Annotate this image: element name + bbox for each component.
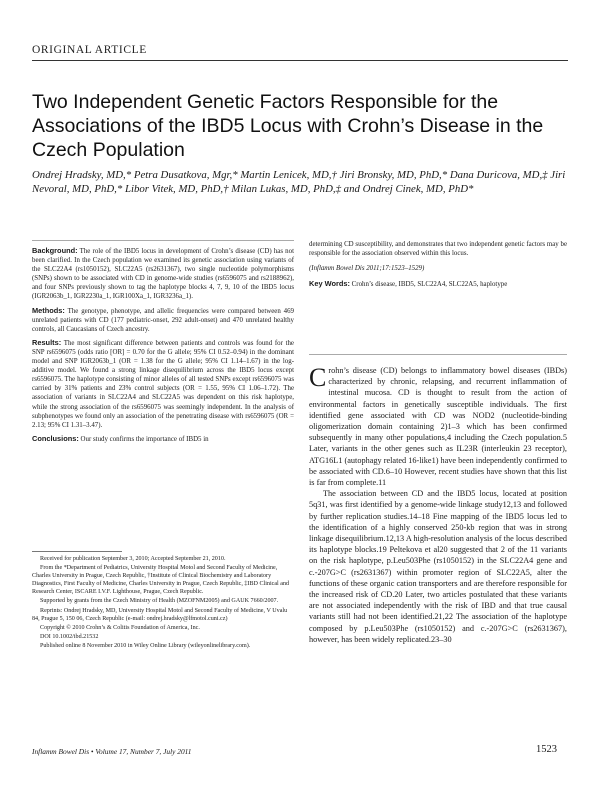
results-text: The most significant difference between patients and controls was found for the SNP rs6596075 (odds ratio [OR] = 0.70 for the G allele; 95% CI 0.52–0.94) in the dominant model and SNP IGR2063b_1 (OR = 1.38 for the G allele; 95% CI 1.14–1.67) in the log-additive model. We found a strong linkage disequilibrium across the IBD5 locus except rs6596075. The haplotype consisting of minor alleles of all tested SNPs except rs6596075 was carried by 31% patients and 23% control subjects (OR = 1.55, 95% CI 1.06–1.72). The association of variants in SLC22A4 and SLC22A5 was dependent on this risk haplotype, while the strong association of the rs6596075 was seemingly independent. In the analysis of subphenotypes we found only an association of the penetrating disease with rs6596075 (OR = 2.13; 95% CI 1.31–3.47). <box>32 339 294 429</box>
article-title: Two Independent Genetic Factors Responsible for the Associations of the IBD5 Locus with Crohn’s Disease in the Czech Population <box>32 91 544 161</box>
methods-label: Methods: <box>32 305 65 315</box>
footer-journal-info: Inflamm Bowel Dis • Volume 17, Number 7, July 2011 <box>32 747 192 756</box>
body-paragraph-2: The association between CD and the IBD5 locus, located at position 5q31, was first identified by a genome-wide linkage study12,13 and followed by further replication studies.14–18 Fine mapping of the IBD5 locus led to the identification of a highly conserved 250-kb region that was in strong linkage disequilibrium.12,13 A high-resolution analysis of the locus described its haplotype blocks.19 Peltekova et al20 suggested that 2 of the 11 variants on the risk haplotype, p.Leu503Phe (rs1050152) in the SLC22A4 gene and c.-207G>C (rs2631367) within promoter region of SLC22A5, alter the functions of these organic cation transporters and are therefore responsible for the increased risk of CD.20 Later, two articles postulated that these variants are not associated independently with the risk of IBD and that true causal variants still had not been identified.21,22 The association of the haplotype composed by p.Leu503Phe (rs1050152) and c.-207G>C (rs2631367), however, has been widely replicated.23–30 <box>309 489 567 644</box>
page-number: 1523 <box>536 744 557 755</box>
body-paragraph-1 <box>309 365 567 488</box>
abstract-results <box>32 338 294 430</box>
abstract-methods <box>32 306 294 334</box>
footnote-affiliations: From the *Department of Pediatrics, University Hospital Motol and Second Faculty of Medicine, Charles University in Prague, Czech Republic, †Institute of Clinical Biochemistry and Laboratory Diagnostics, First Faculty of Medicine, Charles University in Prague, Czech Republic, ‡IBD Clinical and Research Center, ISCARE I.V.F. Lighthouse, Prague, Czech Republic. <box>32 565 290 596</box>
keywords-label: Key Words: <box>309 279 350 289</box>
footnote-published: Published online 8 November 2010 in Wiley Online Library (wileyonlinelibrary.com). <box>40 642 251 649</box>
journal-citation: (Inflamm Bowel Dis 2011;17:1523–1529) <box>309 265 425 273</box>
section-label: ORIGINAL ARTICLE <box>32 44 147 56</box>
conclusions-continued: determining CD susceptibility, and demonstrates that two independent genetic factors may be responsible for the association observed within this locus. <box>309 241 567 258</box>
abstract-bottom-rule <box>309 354 567 355</box>
background-label: Background: <box>32 246 78 255</box>
footnotes <box>32 555 294 651</box>
abstract-conclusions <box>32 434 294 444</box>
body-text <box>309 365 567 645</box>
abstract-left-column <box>32 246 294 448</box>
drop-cap: C <box>309 363 327 392</box>
section-divider <box>32 60 568 61</box>
background-text: The role of the IBD5 locus in development of Crohn’s disease (CD) has not been clarified. In the Czech population we examined its genetic association using variants of the SLC22A4 (rs1050152), SLC22A5 (rs2631367), two single nucleotide polymorphisms (SNPs) shown to be associated with CD in genome-wide studies (rs6596075 and rs2188962), and four SNPs previously shown to tag the haplotype blocks 4, 7, 9, 10 of the IBD5 locus (IGR2063b_1, IGR2230a_1, IGR100Xa_1, IGR3236a_1). <box>32 248 294 301</box>
abstract-right-column <box>309 240 567 295</box>
abstract-top-rule <box>32 240 294 241</box>
footnote-reprints: Reprints: Ondrej Hradsky, MD, University Hospital Motol and Second Faculty of Medicine, V Uvalu 84, Prague 5, 150 06, Czech Republic (e-mail: ondrej.hradsky@lfmotol.cuni.cz) <box>32 607 288 622</box>
keywords-text: Crohn’s disease, IBD5, SLC22A4, SLC22A5, haplotype <box>351 281 508 289</box>
footnote-support: Supported by grants from the Czech Ministry of Health (MZOFNM2005) and GAUK 7660/2007. <box>40 598 279 605</box>
footnote-divider <box>32 551 122 552</box>
body-paragraph-1-text: rohn’s disease (CD) belongs to inflammatory bowel diseases (IBDs) characterized by chronic, relapsing, and recurrent inflammation of intestinal mucosa. CD is thought to result from the action of environmental factors in genetically susceptible individuals. The first identified gene associated with CD was NOD2 (nucleotide-binding oligomerization domain containing 2)1–3 which has been confirmed subsequently in many other populations,4 including the Czech population.5 Later, variants in the other genes such as IL23R (interleukin 23 receptor), ATG16L1 (autophagy related 16-like1) have been independently confirmed to be associated with CD.6–10 However, recent studies have shown that this list is far from complete.11 <box>309 366 567 488</box>
footnote-received: Received for publication September 3, 2010; Accepted September 21, 2010. <box>40 556 226 562</box>
footnote-copyright: Copyright © 2010 Crohn’s & Colitis Foundation of America, Inc. <box>40 624 200 631</box>
author-list: Ondrej Hradsky, MD,* Petra Dusatkova, Mgr,* Martin Lenicek, MD,† Jiri Bronsky, MD, PhD,* Dana Duricova, MD,‡ Jiri Nevoral, MD, PhD,* Libor Vitek, MD, PhD,† Milan Lukas, MD, PhD,‡ and Ondrej Cinek, MD, PhD* <box>32 169 566 196</box>
abstract-background <box>32 246 294 302</box>
results-label: Results: <box>32 337 62 347</box>
conclusions-label: Conclusions: <box>32 433 79 443</box>
keywords <box>309 279 567 289</box>
methods-text: The genotype, phenotype, and allelic frequencies were compared between 469 unrelated patients with CD (177 pediatric-onset, 292 adult-onset) and 470 unrelated healthy controls, all Caucasians of Czech ancestry. <box>32 307 294 333</box>
conclusions-text: Our study confirms the importance of IBD5 in <box>80 435 209 443</box>
footnote-doi: DOI 10.1002/ibd.21532 <box>40 633 99 640</box>
